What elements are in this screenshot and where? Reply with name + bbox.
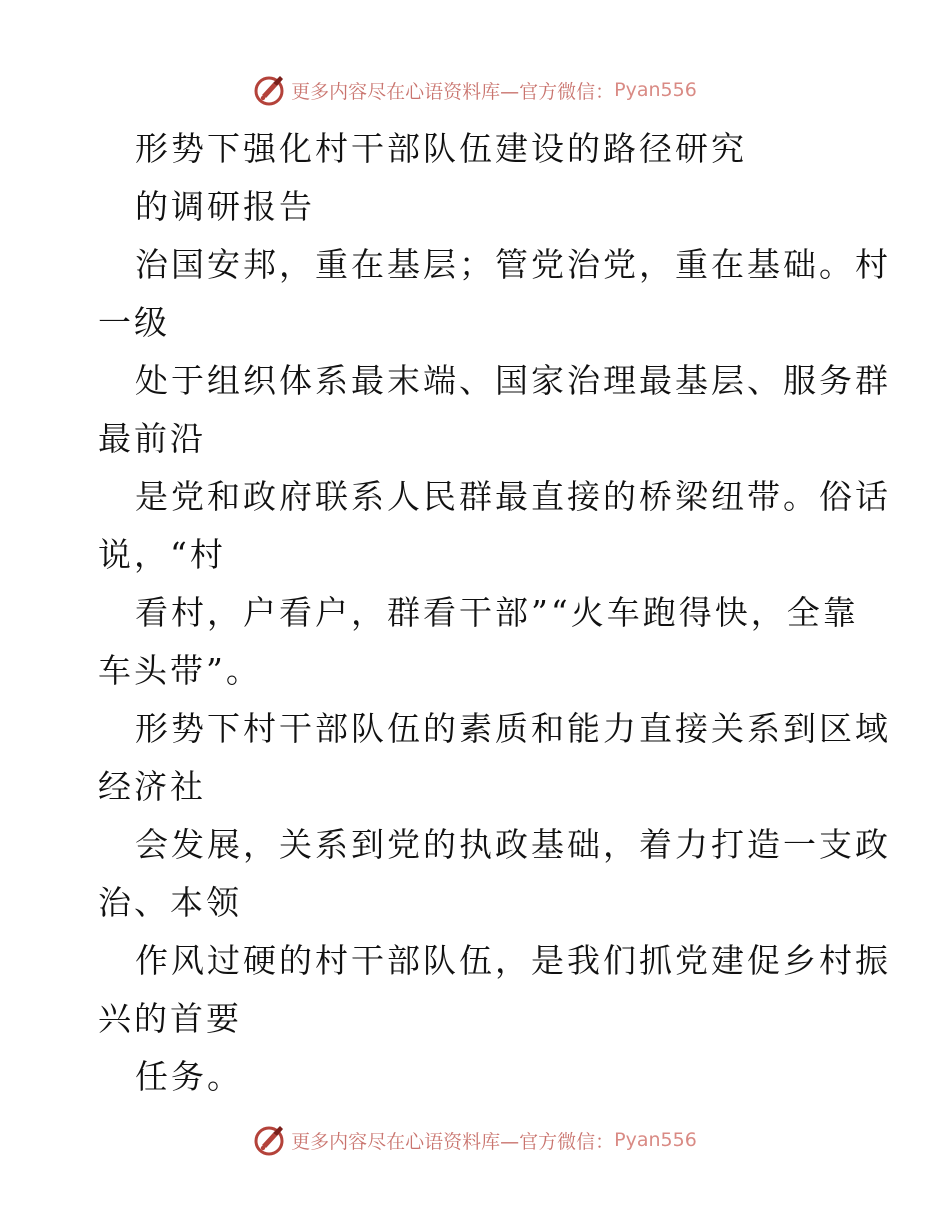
text-line: 最前沿 [98, 419, 206, 458]
text-line: 任务。 [135, 1057, 243, 1096]
text-line: 一级 [98, 303, 170, 342]
text-line: 治国安邦，重在基层；管党治党，重在基础。村 [135, 245, 891, 284]
brush-logo-icon [253, 73, 287, 107]
text-line: 处于组织体系最末端、国家治理最基层、服务群 [135, 361, 891, 400]
text-line: 形势下强化村干部队伍建设的路径研究 [135, 129, 747, 168]
text-line: 会发展，关系到党的执政基础，着力打造一支政 [135, 825, 891, 864]
brush-logo-icon [253, 1123, 287, 1157]
text-line: 看村，户看户，群看干部”“火车跑得快，全靠 [135, 593, 859, 632]
watermark-wechat-id: Pyan556 [614, 1129, 697, 1151]
header-watermark [0, 70, 950, 110]
text-line: 治、本领 [98, 883, 242, 922]
text-line: 形势下村干部队伍的素质和能力直接关系到区域 [135, 709, 891, 748]
footer-watermark [0, 1120, 950, 1160]
document-body [98, 120, 891, 1106]
text-line: 作风过硬的村干部队伍，是我们抓党建促乡村振 [135, 941, 891, 980]
text-line: 是党和政府联系人民群最直接的桥梁纽带。俗话 [135, 477, 891, 516]
text-line: 车头带”。 [98, 651, 262, 690]
text-line: 的调研报告 [135, 187, 315, 226]
watermark-wechat-id: Pyan556 [614, 79, 697, 101]
watermark-text: 更多内容尽在心语资料库—官方微信： [291, 80, 615, 103]
text-line: 经济社 [98, 767, 206, 806]
text-line: 说，“村 [98, 535, 226, 574]
text-line: 兴的首要 [98, 999, 242, 1038]
watermark-text: 更多内容尽在心语资料库—官方微信： [291, 1130, 615, 1153]
